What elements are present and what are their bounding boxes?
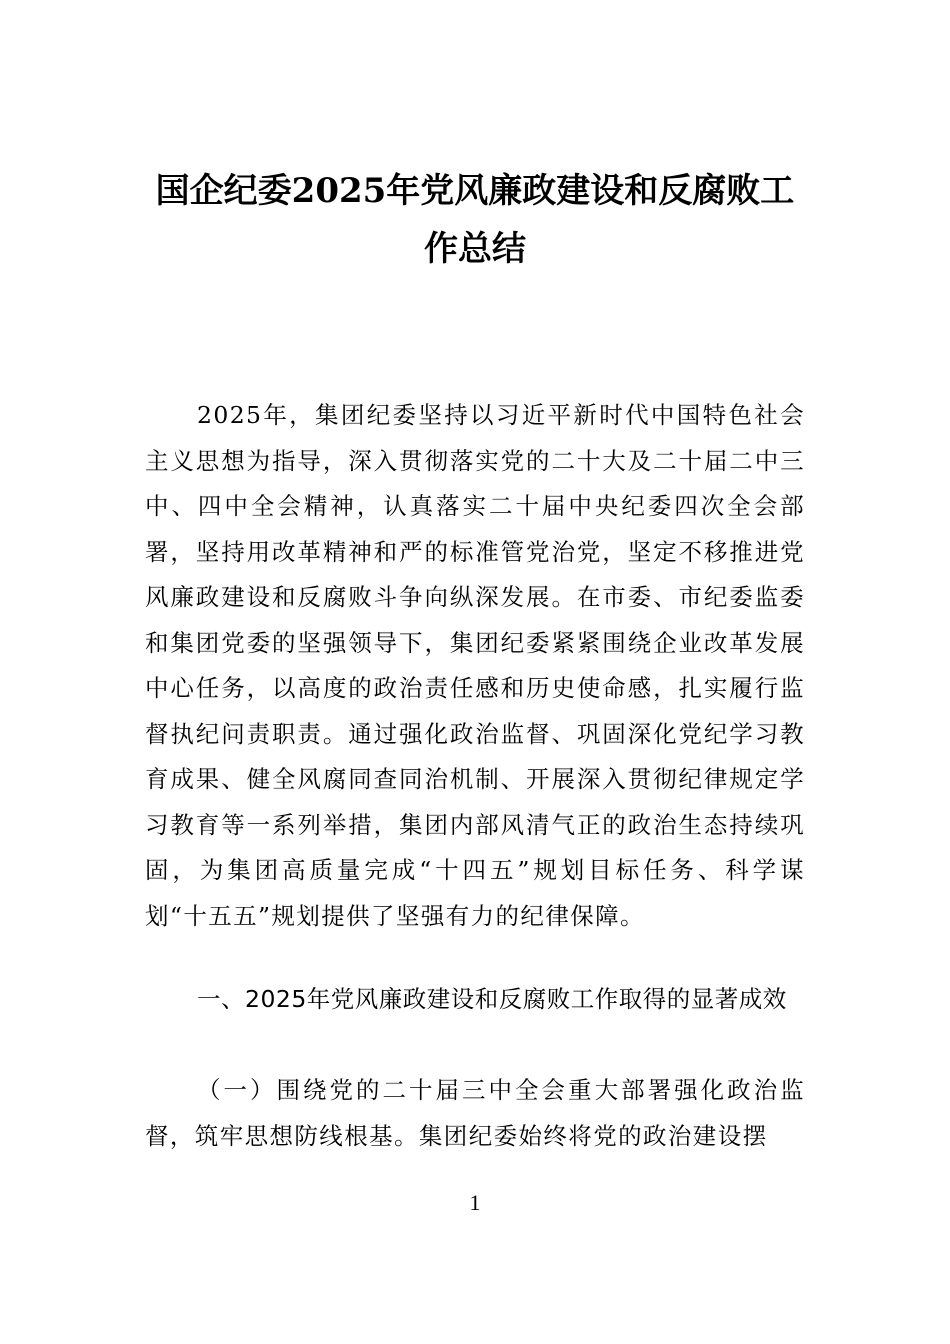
intro-paragraph: 2025年，集团纪委坚持以习近平新时代中国特色社会主义思想为指导，深入贯彻落实党的二十大及二十届二中三中、四中全会精神，认真落实二十届中央纪委四次全会部署，坚持用改革精神和严的标准管党治党，坚定不移推进党风廉政建设和反腐败斗争向纵深发展。在市委、市纪委监委和集团党委的坚强领导下，集团纪委紧紧围绕企业改革发展中心任务，以高度的政治责任感和历史使命感，扎实履行监督执纪问责职责。通过强化政治监督、巩固深化党纪学习教育成果、健全风腐同查同治机制、开展深入贯彻纪律规定学习教育等一系列举措，集团内部风清气正的政治生态持续巩固，为集团高质量完成“十四五”规划目标任务、科学谋划“十五五”规划提供了坚强有力的纪律保障。	[145, 401, 805, 930]
section-heading: 一、2025年党风廉政建设和反腐败工作取得的显著成效	[197, 985, 787, 1013]
title-line-1: 国企纪委2025年党风廉政建设和反腐败工	[155, 171, 795, 211]
title-line-2: 作总结	[424, 229, 526, 269]
page-number: 1	[469, 1190, 481, 1215]
subsection-paragraph: （一）围绕党的二十届三中全会重大部署强化政治监督，筑牢思想防线根基。集团纪委始终将党的政治建设摆	[145, 1076, 805, 1150]
document-title	[145, 162, 805, 278]
